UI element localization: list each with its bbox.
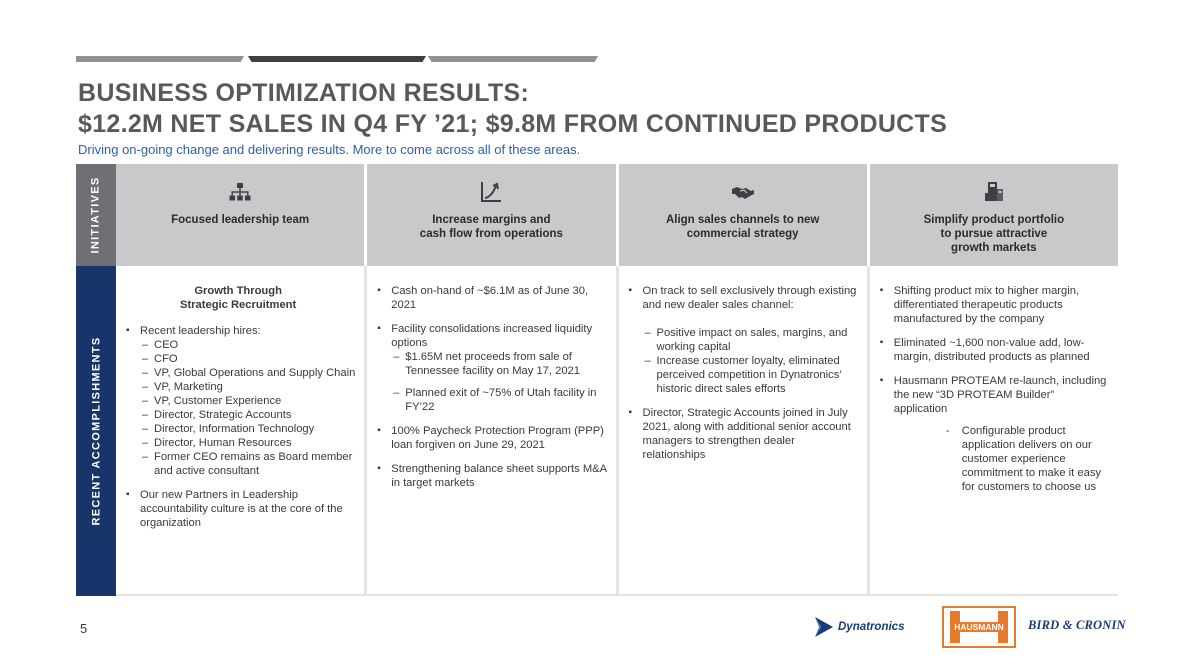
product-box-icon (982, 180, 1006, 204)
bird-cronin-logo: BIRD & CRONIN (1028, 618, 1126, 632)
list-item: – CEO (140, 338, 356, 352)
bullet-list (377, 284, 607, 490)
list-item: - Configurable product application delivers on our customer experience commitment to make it easy for customers to choose us (894, 424, 1110, 494)
page-number: 5 (80, 621, 88, 636)
list-item: ▪ On track to sell exclusively through existing and new dealer sales channel: – Positive impact on sales, margins, and working capital – Increase customer loyalty, eliminated perceived competition in Dynatronics’ historic direct sales efforts (629, 284, 859, 396)
hausmann-logo (942, 606, 1016, 648)
initiative-cell (870, 164, 1118, 266)
accomplishments-row-label: RECENT ACCOMPLISHMENTS (76, 266, 116, 596)
hausmann-mark-icon (942, 606, 1016, 648)
initiative-label: Increase margins and cash flow from operations (419, 214, 563, 240)
slide-subtitle: Driving on-going change and delivering results. More to come across all of these areas. (78, 142, 581, 157)
list-item: – Increase customer loyalty, eliminated perceived competition in Dynatronics’ historic direct sales efforts (643, 354, 859, 396)
hires-list (140, 338, 356, 478)
dynatronics-mark-icon (813, 615, 835, 639)
bullet-list (880, 284, 1110, 494)
list-item: – Director, Strategic Accounts (140, 408, 356, 422)
list-item: – Director, Human Resources (140, 436, 356, 450)
initiative-label: Focused leadership team (171, 214, 310, 226)
list-item: – Director, Information Technology (140, 422, 356, 436)
slide-title (78, 78, 947, 140)
results-table (76, 164, 1118, 596)
initiative-cell (367, 164, 615, 266)
list-item: ▪ Shifting product mix to higher margin, differentiated therapeutic products manufactured by the company (880, 284, 1110, 326)
bullet-list (629, 284, 859, 462)
list-item: ▪ Recent leadership hires: – CEO – CFO – VP, Global Operations and Supply Chain – VP, Marketing – VP, Customer Experience – Director, Strategic Accounts – Director, Information Technology – Director, Human Resources – Former CEO remains as Board member and active consultant (126, 324, 356, 478)
accomplishment-heading: Growth Through Strategic Recruitment (179, 285, 297, 311)
handshake-icon (731, 180, 755, 204)
growth-chart-icon (479, 180, 503, 204)
list-item: – VP, Customer Experience (140, 394, 356, 408)
accomplishment-cell (870, 266, 1118, 594)
list-item: – Former CEO remains as Board member and active consultant (140, 450, 356, 478)
list-item: ▪ Hausmann PROTEAM re-launch, including the new “3D PROTEAM Builder” application - Configurable product application delivers on our customer experience commitment to make it easy for customers to choose us (880, 374, 1110, 494)
initiative-label: Align sales channels to new commercial strategy (665, 214, 820, 240)
list-item: – CFO (140, 352, 356, 366)
title-line-1: BUSINESS OPTIMIZATION RESULTS: (78, 79, 530, 107)
initiative-cell (116, 164, 364, 266)
initiatives-row (116, 164, 1118, 266)
sub-list (894, 424, 1110, 494)
list-item: ▪ Cash on-hand of ~$6.1M as of June 30, 2021 (377, 284, 607, 312)
header-accent-bar-2 (248, 56, 426, 62)
list-item: – $1.65M net proceeds from sale of Tennessee facility on May 17, 2021 (391, 350, 607, 378)
list-item: – VP, Global Operations and Supply Chain (140, 366, 356, 380)
list-item: – VP, Marketing (140, 380, 356, 394)
accomplishments-row (116, 266, 1118, 596)
list-item: ▪ Our new Partners in Leadership accountability culture is at the core of the organization (126, 488, 356, 530)
bullet-list (126, 324, 356, 530)
org-chart-icon (228, 180, 252, 204)
initiative-label: Simplify product portfolio to pursue attractive growth markets (923, 214, 1065, 254)
accomplishment-cell (116, 266, 364, 594)
title-line-2: $12.2M NET SALES IN Q4 FY ’21; $9.8M FROM CONTINUED PRODUCTS (78, 110, 948, 138)
svg-text:HAUSMANN: HAUSMANN (954, 622, 1004, 632)
sub-list (391, 350, 607, 414)
accomplishment-cell (619, 266, 867, 594)
list-item: – Positive impact on sales, margins, and working capital (643, 326, 859, 354)
header-accent-bar-1 (76, 56, 244, 62)
accomplishment-cell (367, 266, 615, 594)
list-item: ▪ Strengthening balance sheet supports M&A in target markets (377, 462, 607, 490)
initiative-cell (619, 164, 867, 266)
initiatives-row-label: INITIATIVES (76, 164, 116, 266)
header-accent-bar-3 (428, 56, 598, 62)
list-item: ▪ Eliminated ~1,600 non-value add, low-margin, distributed products as planned (880, 336, 1110, 364)
list-item: ▪ 100% Paycheck Protection Program (PPP) loan forgiven on June 29, 2021 (377, 424, 607, 452)
sub-list (643, 326, 859, 396)
list-item: ▪ Facility consolidations increased liquidity options – $1.65M net proceeds from sale of Tennessee facility on May 17, 2021 – Planned exit of ~75% of Utah facility in FY’22 (377, 322, 607, 414)
list-item: ▪ Director, Strategic Accounts joined in July 2021, along with additional senior account managers to strengthen dealer relationships (629, 406, 859, 462)
list-item: – Planned exit of ~75% of Utah facility in FY’22 (391, 386, 607, 414)
dynatronics-logo: Dynatronics (813, 612, 933, 642)
